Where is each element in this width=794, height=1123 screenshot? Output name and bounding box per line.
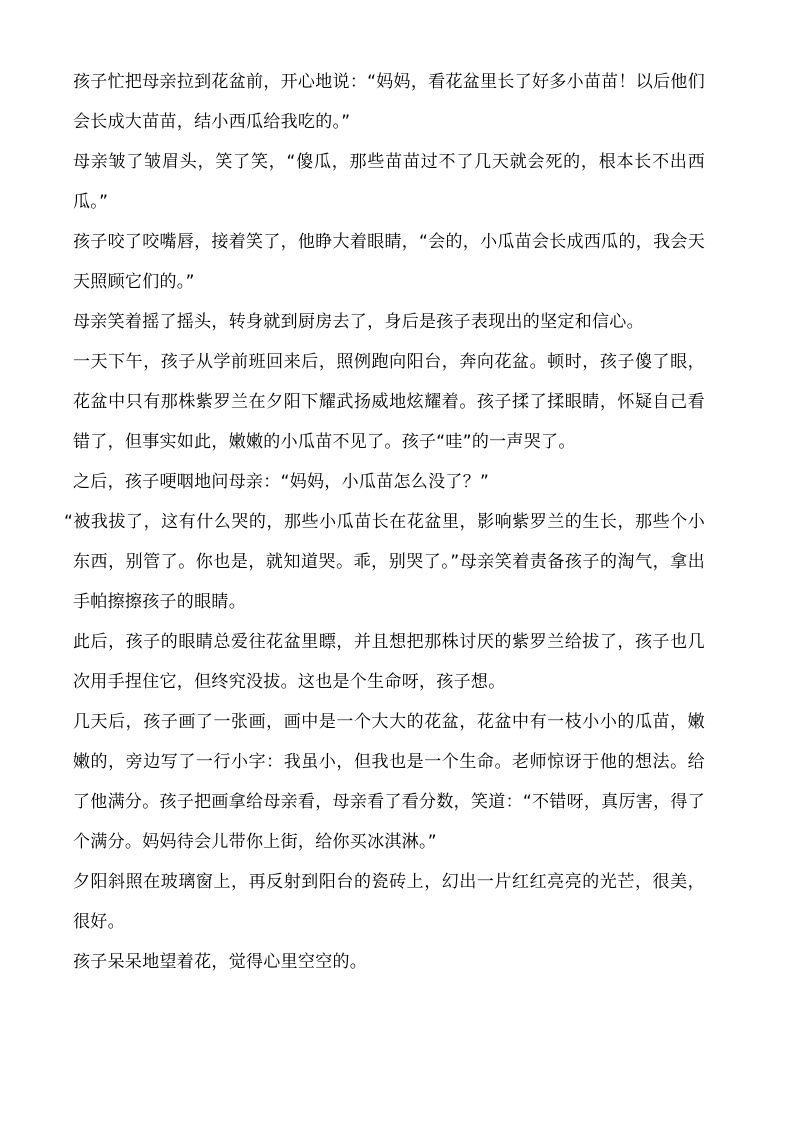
paragraph: 母亲笑着摇了摇头，转身就到厨房去了，身后是孩子表现出的坚定和信心。 (73, 312, 644, 332)
paragraph: 母亲皱了皱眉头，笑了笑，“傻瓜，那些苗苗过不了几天就会死的，根本长不出西瓜。” (73, 152, 705, 212)
paragraph: 一天下午，孩子从学前班回来后，照例跑向阳台，奔向花盆。顿时，孩子傻了眼，花盆中只有那株紫罗兰在夕阳下耀武扬威地炫耀着。孩子揉了揉眼睛，怀疑自己看错了，但事实如此，嫩嫩的小瓜苗不见了。孩子“哇”的一声哭了。 (73, 352, 705, 452)
story-text (64, 62, 705, 982)
paragraph: 几天后，孩子画了一张画，画中是一个大大的花盆，花盆中有一枝小小的瓜苗，嫩嫩的，旁边写了一行小字：我虽小，但我也是一个生命。老师惊讶于他的想法。给了他满分。孩子把画拿给母亲看，母亲看了看分数，笑道：“不错呀，真厉害，得了个满分。妈妈待会儿带你上街，给你买冰淇淋。” (73, 712, 705, 852)
paragraph: 孩子咬了咬嘴唇，接着笑了，他睁大着眼睛，“会的，小瓜苗会长成西瓜的，我会天天照顾它们的。” (73, 232, 705, 292)
paragraph: “被我拔了，这有什么哭的，那些小瓜苗长在花盆里，影响紫罗兰的生长，那些个小东西，别管了。你也是，就知道哭。乖，别哭了。”母亲笑着责备孩子的淘气，拿出手帕擦擦孩子的眼睛。 (64, 512, 705, 612)
paragraph: 孩子呆呆地望着花，觉得心里空空的。 (73, 952, 368, 972)
paragraph: 夕阳斜照在玻璃窗上，再反射到阳台的瓷砖上，幻出一片红红亮亮的光芒，很美，很好。 (73, 872, 705, 932)
paragraph: 孩子忙把母亲拉到花盆前，开心地说：“妈妈，看花盆里长了好多小苗苗！以后他们会长成大苗苗，结小西瓜给我吃的。” (73, 72, 705, 132)
paragraph: 之后，孩子哽咽地问母亲：“妈妈，小瓜苗怎么没了？” (73, 472, 490, 492)
paragraph: 此后，孩子的眼睛总爱往花盆里瞟，并且想把那株讨厌的紫罗兰给拔了，孩子也几次用手捏住它，但终究没拔。这也是个生命呀，孩子想。 (73, 632, 705, 692)
